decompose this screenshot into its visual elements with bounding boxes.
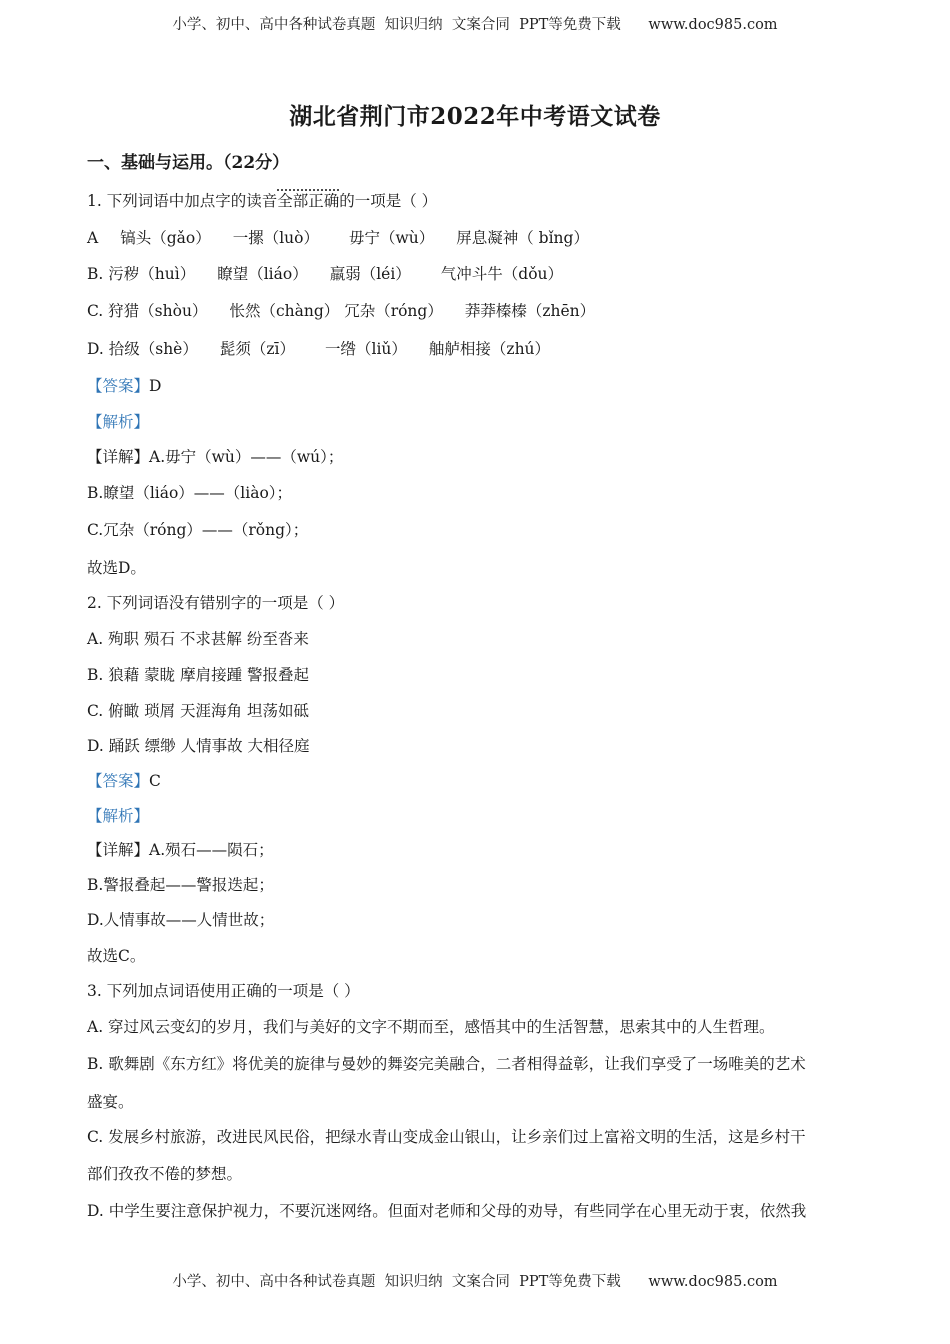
answer-tag: 【答案】 [87,772,150,790]
emphasis-dotted-text: 全部正确 [277,192,340,210]
detail-line: C.冗杂（róng）——（rǒng）； [87,521,309,539]
analysis-tag: 【解析】 [87,807,150,825]
question-2-option-b: B. 狼藉 蒙眬 摩肩接踵 警报叠起 [87,666,310,684]
page-title: 湖北省荆门市2022年中考语文试卷 [289,103,661,130]
question-3-option-c-cont: 部们孜孜不倦的梦想。 [87,1165,243,1183]
detail-line: 【详解】A.毋宁（wù）——（wú）； [87,448,344,466]
question-3-option-b-cont: 盛宴。 [87,1093,134,1111]
question-1-option-d: D. 拾级（shè） 髭须（zī） 一绺（liǔ） 舳舻相接（zhú） [87,340,551,358]
question-1-option-c: C. 狩猎（shòu） 怅然（chàng） 冗杂（róng） 莽莽榛榛（zhēn） [87,302,596,320]
answer-tag: 【答案】 [87,377,150,395]
question-2-option-a: A. 殉职 殒石 不求甚解 纷至沓来 [87,630,309,648]
question-2-stem: 2. 下列词语没有错别字的一项是（ ） [87,594,345,612]
question-1-option-b: B. 污秽（huì） 瞭望（liáo） 羸弱（léi） 气冲斗牛（dǒu） [87,265,564,283]
answer-value: D [149,377,162,395]
question-3-option-b: B. 歌舞剧《东方红》将优美的旋律与曼妙的舞姿完美融合，二者相得益彰，让我们享受了一场唯美的艺术 [87,1055,806,1073]
question-3-option-c: C. 发展乡村旅游，改进民风民俗，把绿水青山变成金山银山，让乡亲们过上富裕文明的生活，这是乡村干 [87,1128,806,1146]
page-footer: 小学、初中、高中各种试卷真题 知识归纳 文案合同 PPT等免费下载 www.doc985.com [172,1274,778,1290]
detail-line: B.警报叠起——警报迭起； [87,876,274,894]
question-2-option-d: D. 踊跃 缥缈 人情事故 大相径庭 [87,737,310,755]
detail-line: B.瞭望（liáo）——（liào）； [87,484,293,502]
answer-value: C [149,772,161,790]
question-3-option-a: A. 穿过风云变幻的岁月，我们与美好的文字不期而至，感悟其中的生活智慧，思索其中的人生哲理。 [87,1018,775,1036]
question-2-option-c: C. 俯瞰 琐屑 天涯海角 坦荡如砥 [87,702,309,720]
page-header: 小学、初中、高中各种试卷真题 知识归纳 文案合同 PPT等免费下载 www.doc985.com [172,17,778,33]
conclusion-line: 故选D。 [87,559,146,577]
question-3-option-d: D. 中学生要注意保护视力，不要沉迷网络。但面对老师和父母的劝导，有些同学在心里无动于衷，依然我 [87,1202,807,1220]
detail-line: 【详解】A.殒石——陨石； [87,841,274,859]
question-1-option-a: A 镐头（gǎo） 一摞（luò） 毋宁（wù） 屏息凝神（ bǐng） [87,229,589,247]
analysis-tag: 【解析】 [87,413,150,431]
detail-line: D.人情事故——人情世故； [87,911,275,929]
conclusion-line: 故选C。 [87,947,146,965]
answer-line [87,770,161,792]
answer-line [87,375,161,397]
section-heading: 一、基础与运用。（22分） [87,153,290,173]
question-1-stem: 1. 下列词语中加点字的读音全部正确的一项是（ ） [87,192,438,210]
question-3-stem: 3. 下列加点词语使用正确的一项是（ ） [87,982,360,1000]
emphasis-dotted-text: 正确 [230,982,262,1000]
emphasis-dotted-text: 没有 [168,594,200,612]
